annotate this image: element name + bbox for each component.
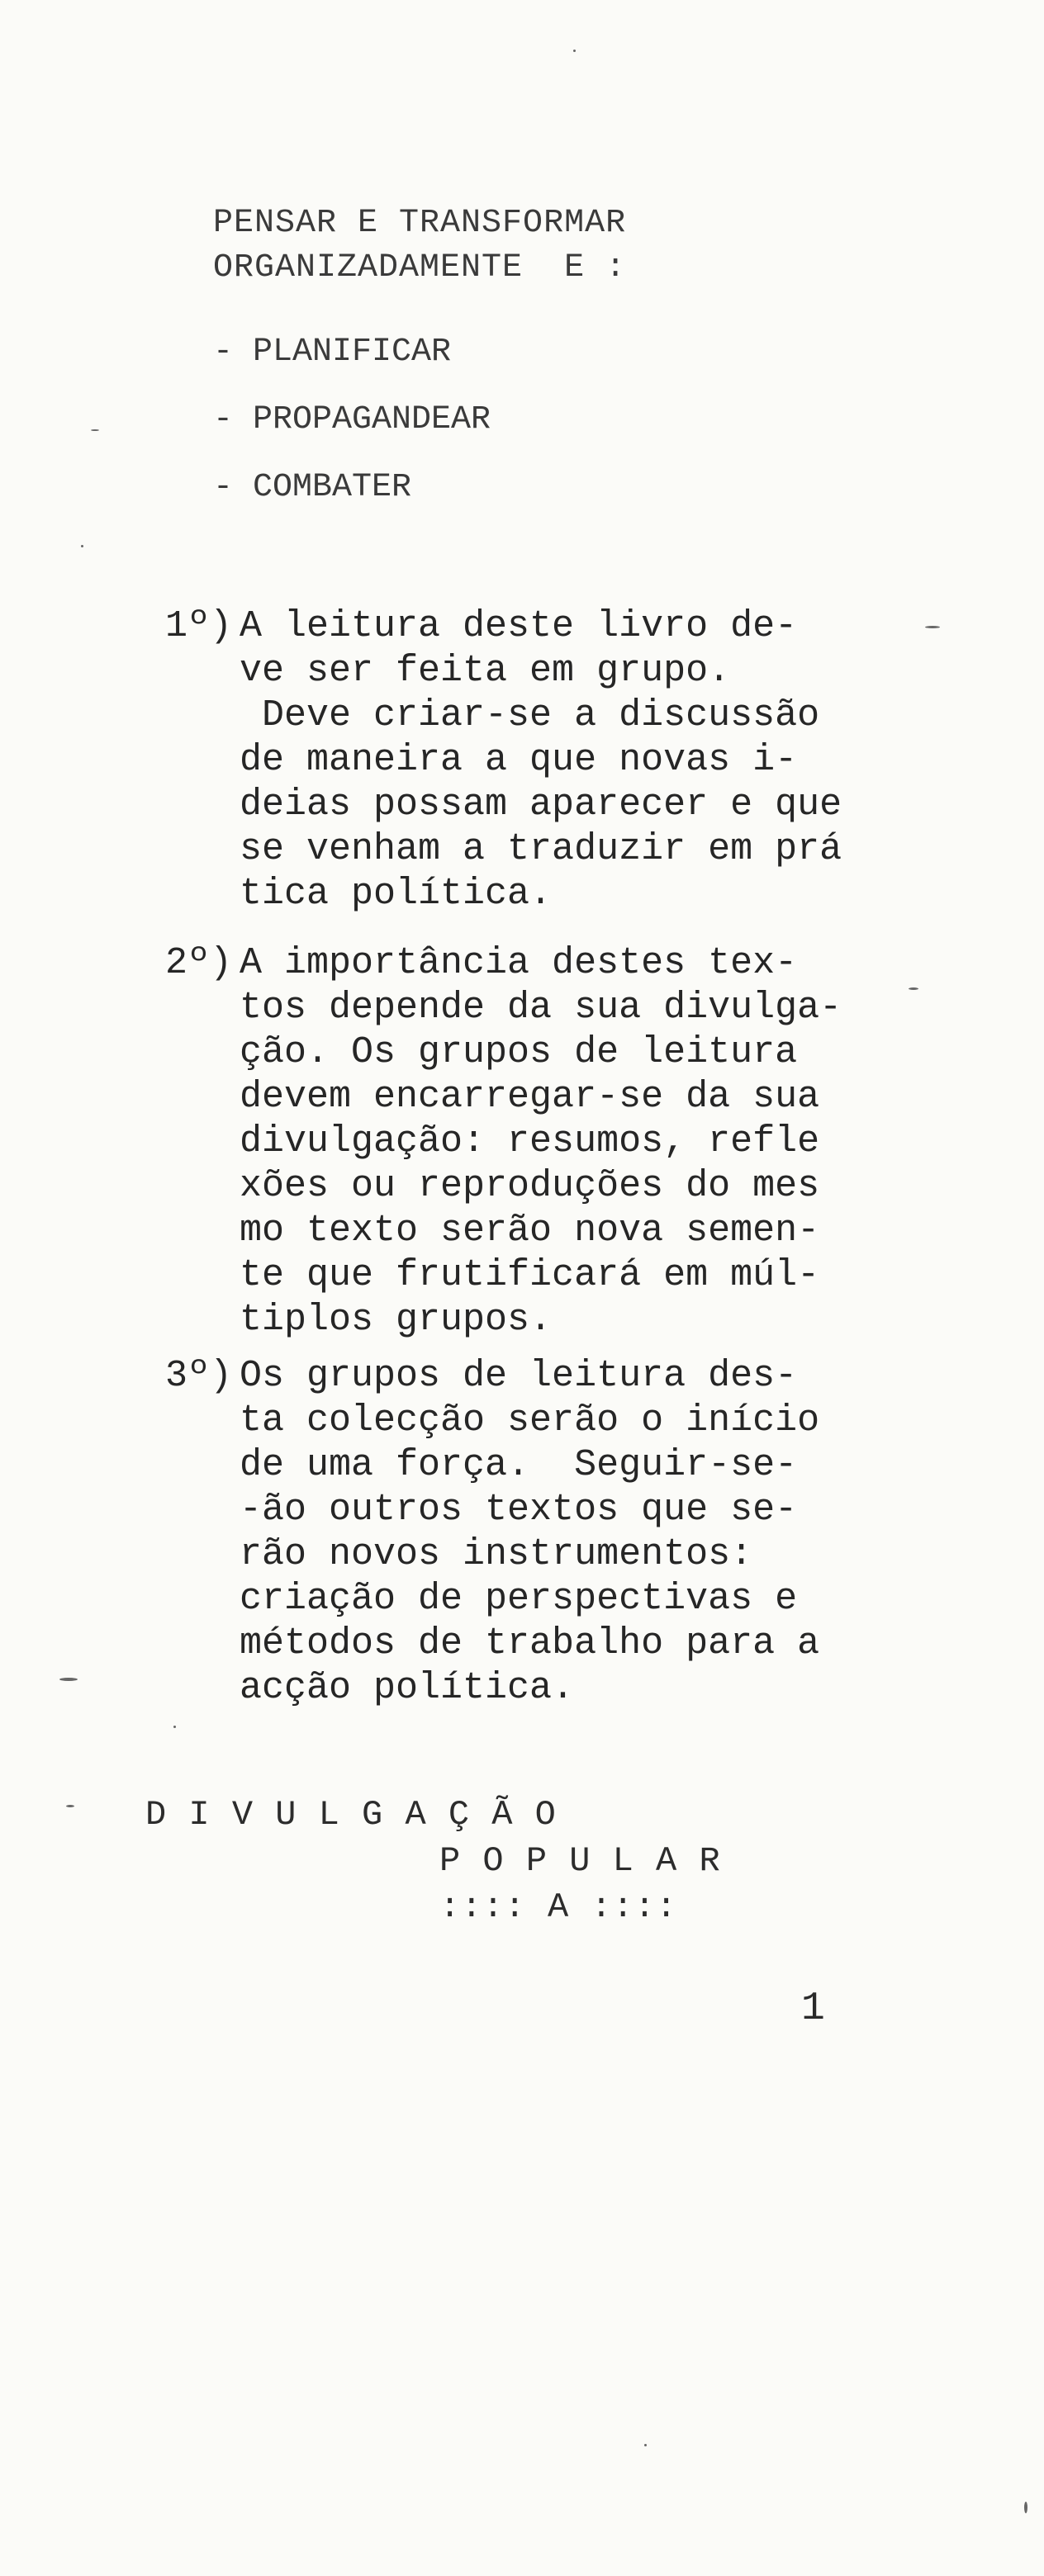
- scan-speck: [1024, 2502, 1027, 2513]
- signature-block: [145, 1792, 721, 1930]
- action-item-combater: - COMBATER: [213, 469, 412, 506]
- paragraph-text: [240, 941, 842, 1342]
- paragraph-line: xões ou reproduções do mes: [240, 1165, 820, 1207]
- paragraph-number: 1º): [165, 605, 233, 647]
- paragraph-line: rão novos instrumentos:: [240, 1533, 753, 1575]
- paragraph-text: [240, 604, 842, 916]
- paragraph-line: ção. Os grupos de leitura: [240, 1031, 798, 1073]
- paragraph-line: de uma força. Seguir-se-: [240, 1444, 798, 1486]
- signature-line-2: P O P U L A R: [439, 1841, 721, 1881]
- paragraph-line: criação de perspectivas e: [240, 1578, 798, 1620]
- scan-speck: [173, 1726, 176, 1728]
- paragraph-line: devem encarregar-se da sua: [240, 1076, 820, 1118]
- paragraph-line: de maneira a que novas i-: [240, 739, 798, 781]
- paragraph-line: ve ser feita em grupo.: [240, 650, 731, 692]
- paragraph-number: 2º): [165, 942, 233, 984]
- paragraph-line: divulgação: resumos, refle: [240, 1120, 820, 1163]
- scan-speck: [91, 429, 99, 431]
- paragraph-line: Os grupos de leitura des-: [240, 1355, 798, 1397]
- paragraph-line: acção política.: [240, 1667, 575, 1709]
- action-item-propagandear: - PROPAGANDEAR: [213, 401, 491, 438]
- paragraph-line: deias possam aparecer e que: [240, 784, 842, 826]
- paragraph-line: se venham a traduzir em prá: [240, 828, 842, 870]
- scan-speck: [644, 2444, 647, 2446]
- paragraph-line: tos depende da sua divulga-: [240, 987, 842, 1029]
- paragraph-line: métodos de trabalho para a: [240, 1622, 820, 1664]
- paragraph-line: A importância destes tex-: [240, 942, 798, 984]
- scan-speck: [66, 1805, 74, 1807]
- scan-speck: [909, 987, 918, 990]
- signature-line-1: D I V U L G A Ç Ã O: [145, 1795, 557, 1835]
- heading-line-2: ORGANIZADAMENTE E :: [213, 249, 627, 286]
- page-number: 1: [801, 1986, 825, 2031]
- paragraph-line: tiplos grupos.: [240, 1299, 553, 1341]
- action-list: [213, 330, 491, 533]
- paragraph-text: [240, 1354, 819, 1711]
- paragraph-line: ta colecção serão o início: [240, 1399, 820, 1442]
- signature-line-3: :::: A ::::: [439, 1887, 678, 1927]
- paragraph-line: te que frutificará em múl-: [240, 1254, 820, 1296]
- paragraph-line: -ão outros textos que se-: [240, 1489, 798, 1531]
- paragraph-line: tica política.: [240, 873, 553, 915]
- scan-speck: [573, 50, 576, 52]
- paragraph-number: 3º): [165, 1355, 233, 1397]
- paragraph-line: Deve criar-se a discussão: [240, 694, 820, 736]
- scan-speck: [59, 1678, 78, 1681]
- paragraph-line: mo texto serão nova semen-: [240, 1210, 820, 1252]
- heading-block: [213, 201, 626, 291]
- scan-speck: [925, 626, 940, 628]
- action-item-planificar: - PLANIFICAR: [213, 334, 452, 371]
- paragraph-line: A leitura deste livro de-: [240, 605, 798, 647]
- scan-speck: [81, 545, 83, 547]
- heading-line-1: PENSAR E TRANSFORMAR: [213, 205, 627, 242]
